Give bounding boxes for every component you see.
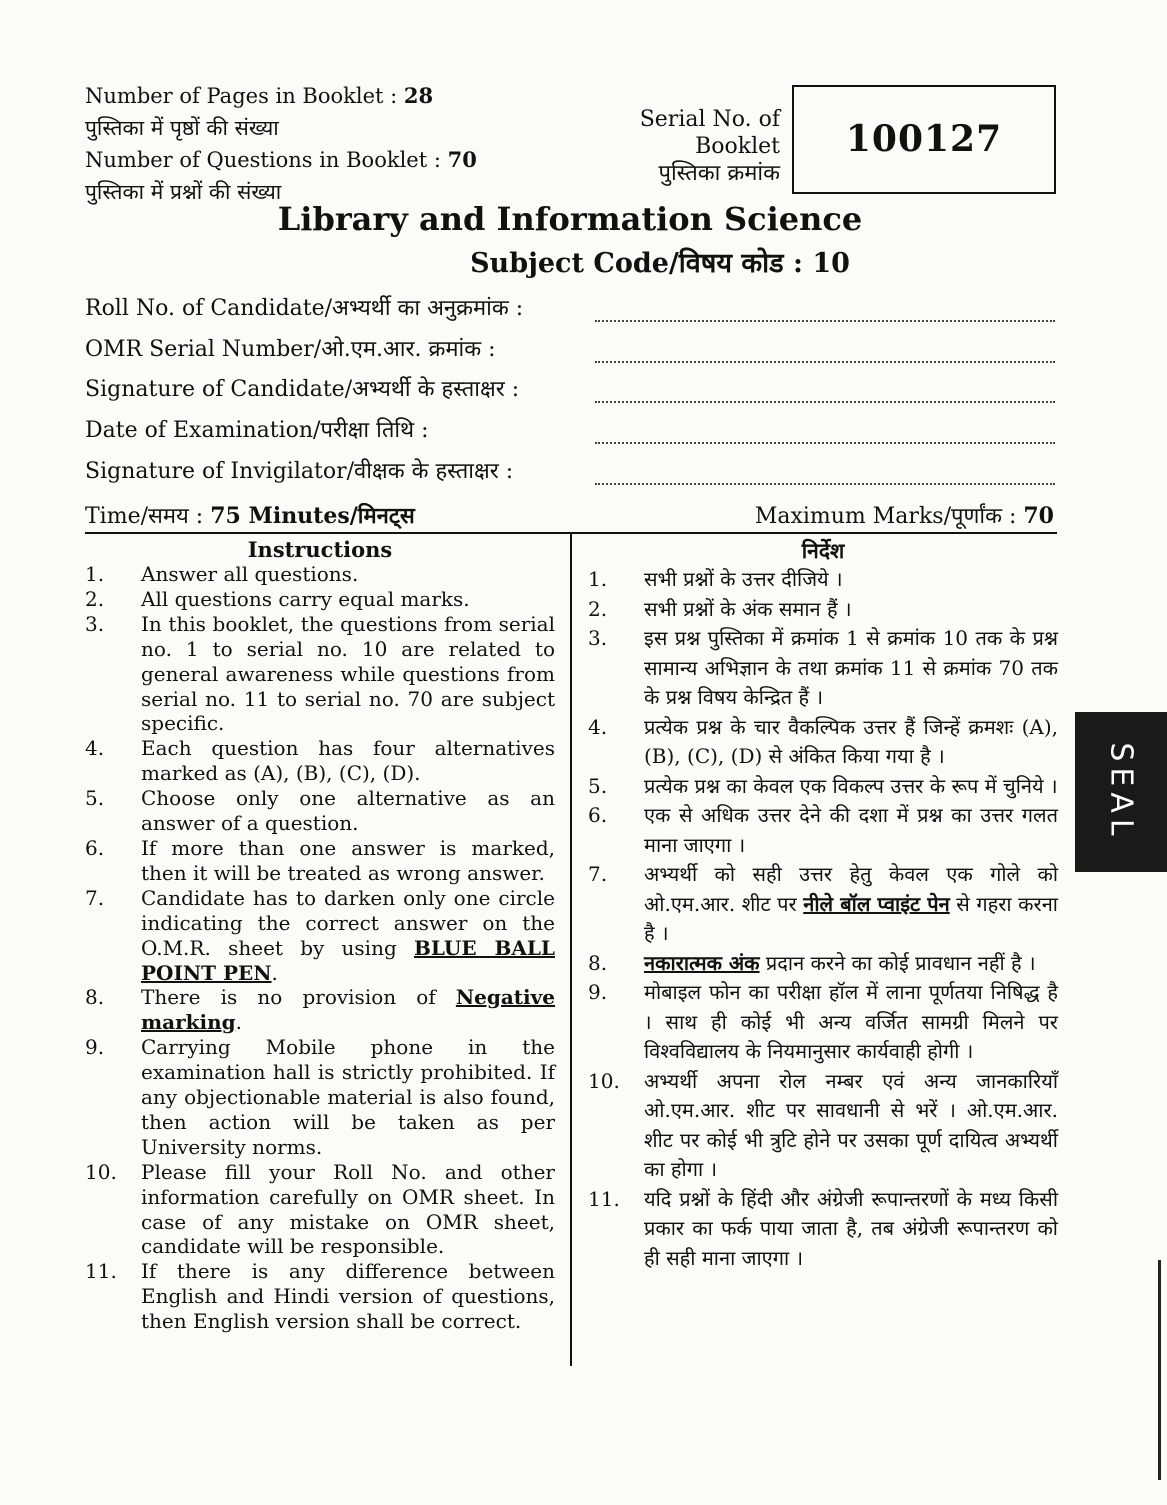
instruction-text: अभ्यर्थी को सही उत्तर हेतु केवल एक गोले को ओ.एम.आर. शीट पर [644, 862, 1058, 916]
instruction-item [85, 612, 555, 737]
roll-number-field[interactable] [85, 292, 1055, 328]
serial-label-en: Serial No. of Booklet [639, 107, 780, 159]
omr-serial-line[interactable] [595, 360, 1055, 363]
instruction-number: 4. [588, 714, 608, 739]
instruction-text: Choose only one alternative as an answer of a question. [141, 786, 555, 836]
instruction-emphasis: BLUE BALL POINT PEN [141, 935, 555, 985]
instruction-item [588, 978, 1058, 1067]
instruction-number: 5. [85, 786, 105, 811]
exam-date-line[interactable] [595, 441, 1055, 444]
instruction-number: 9. [85, 1035, 105, 1060]
pages-value: 28 [403, 83, 434, 108]
instruction-text: Please fill your Roll No. and other information carefully on OMR sheet. In case of any mistake on OMR sheet, candidate will be responsible. [141, 1159, 555, 1259]
omr-serial-label: OMR Serial Number/ओ.एम.आर. क्रमांक : [85, 337, 496, 362]
instruction-text: सभी प्रश्नों के अंक समान हैं । [644, 596, 852, 621]
instruction-item [85, 1160, 555, 1260]
instruction-item [588, 949, 1058, 979]
instruction-number: 10. [85, 1159, 117, 1184]
roll-number-label: Roll No. of Candidate/अभ्यर्थी का अनुक्रमांक : [85, 296, 524, 321]
instruction-text: प्रत्येक प्रश्न का केवल एक विकल्प उत्तर के रूप में चुनिये । [644, 773, 1058, 798]
instruction-text-after: . [271, 960, 278, 985]
questions-value: 70 [447, 147, 477, 172]
instruction-text: If more than one answer is marked, then it will be treated as wrong answer. [141, 835, 555, 885]
instruction-item [85, 1259, 555, 1334]
instruction-number: 4. [85, 736, 105, 761]
omr-serial-field[interactable] [85, 333, 1055, 369]
instructions-heading-hindi: निर्देश [801, 538, 845, 563]
marks-label: Maximum Marks/पूर्णांक : [754, 504, 1024, 529]
instruction-text: If there is any difference between English and Hindi version of questions, then English version shall be correct. [141, 1259, 555, 1334]
instruction-text: मोबाइल फोन का परीक्षा हॉल में लाना पूर्णतया निषिद्ध है । साथ ही कोई भी अन्य वर्जित सामग्री मिलने पर विश्वविद्यालय के नियमानुसार कार्यवाही होगी । [644, 980, 1058, 1063]
instruction-item [588, 860, 1058, 949]
instruction-text: एक से अधिक उत्तर देने की दशा में प्रश्न का उत्तर गलत माना जाएगा । [644, 803, 1058, 857]
candidate-signature-field[interactable] [85, 373, 1055, 409]
time-info [85, 500, 415, 530]
instruction-text: सभी प्रश्नों के उत्तर दीजिये । [644, 567, 843, 591]
instruction-item [85, 886, 555, 986]
instruction-number: 1. [588, 567, 608, 591]
instruction-number: 1. [85, 562, 105, 586]
instructions-list-hindi [588, 565, 1058, 1273]
instruction-text-after: . [235, 1010, 242, 1035]
instruction-text: यदि प्रश्नों के हिंदी और अंग्रेजी रूपान्तरणों के मध्य किसी प्रकार का फर्क पाया जाता है, तब अंग्रेजी रूपान्तरण को ही सही माना जाएगा । [644, 1186, 1058, 1270]
instruction-item [85, 1035, 555, 1160]
questions-label: Number of Questions in Booklet : [85, 148, 441, 172]
invigilator-signature-line[interactable] [595, 482, 1055, 485]
instruction-item [588, 713, 1058, 772]
instruction-text: इस प्रश्न पुस्तिका में क्रमांक 1 से क्रमांक 10 तक के प्रश्न सामान्य अभिज्ञान के तथा क्रमांक 11 से क्रमांक 70 तक के प्रश्न विषय केन्द्रित हैं । [644, 626, 1058, 709]
instructions-hindi [588, 537, 1058, 1273]
instruction-item [588, 595, 1058, 625]
roll-number-line[interactable] [595, 319, 1055, 322]
questions-label-hindi: पुस्तिका में प्रश्नों की संख्या [85, 180, 282, 204]
instruction-item [588, 772, 1058, 802]
instruction-number: 6. [85, 835, 105, 860]
invigilator-signature-label: Signature of Invigilator/वीक्षक के हस्ताक्षर : [85, 459, 514, 484]
instruction-number: 2. [85, 586, 105, 611]
subject-code: Subject Code/विषय कोड : 10 [470, 248, 850, 279]
marks-value: 70 [1023, 503, 1054, 529]
instruction-text: All questions carry equal marks. [141, 586, 470, 611]
instruction-number: 8. [85, 985, 105, 1010]
seal-label: SEAL [1103, 742, 1139, 842]
instruction-number: 7. [588, 862, 608, 886]
questions-count [85, 144, 477, 176]
instruction-number: 3. [588, 626, 608, 650]
instruction-emphasis: नकारात्मक अंक [644, 950, 760, 975]
exam-title: Library and Information Science [277, 200, 863, 238]
instruction-number: 10. [588, 1068, 620, 1093]
instruction-item [588, 624, 1058, 713]
time-value: 75 Minutes/मिनट्स [210, 503, 415, 529]
instruction-item [85, 562, 555, 587]
instruction-item [85, 736, 555, 786]
instruction-number: 3. [85, 611, 105, 636]
instruction-text: Answer all questions. [141, 562, 359, 586]
instruction-number: 11. [85, 1259, 117, 1284]
instruction-number: 7. [85, 885, 105, 910]
pages-count [85, 80, 433, 112]
exam-date-label: Date of Examination/परीक्षा तिथि : [85, 418, 429, 443]
instruction-number: 9. [588, 980, 608, 1004]
instruction-item [588, 1185, 1058, 1274]
instruction-item [85, 786, 555, 836]
seal-tab[interactable] [1075, 712, 1167, 872]
marks-info [755, 500, 1054, 530]
instruction-item [588, 1067, 1058, 1185]
instruction-text-after: प्रदान करने का कोई प्रावधान नहीं है । [759, 950, 1036, 975]
instruction-text: There is no provision of [141, 985, 456, 1010]
instruction-item [85, 587, 555, 612]
candidate-signature-line[interactable] [595, 400, 1055, 403]
instruction-item [85, 836, 555, 886]
serial-label-hi: पुस्तिका क्रमांक [658, 161, 780, 186]
instruction-item [588, 801, 1058, 860]
instruction-text: Candidate has to darken only one circle indicating the correct answer on the O.M.R. sheet by using [141, 885, 555, 960]
instruction-number: 5. [588, 773, 608, 798]
instruction-text: In this booklet, the questions from serial no. 1 to serial no. 10 are related to general awareness while questions from serial no. 11 to serial no. 70 are subject specific. [141, 611, 555, 736]
instruction-number: 6. [588, 803, 608, 827]
instructions-heading: Instructions [247, 537, 393, 562]
instruction-number: 11. [588, 1186, 620, 1211]
instruction-text: Each question has four alternatives marked as (A), (B), (C), (D). [141, 736, 555, 786]
instruction-text: अभ्यर्थी अपना रोल नम्बर एवं अन्य जानकारियाँ ओ.एम.आर. शीट पर सावधानी से भरें । ओ.एम.आर. शीट पर कोई भी त्रुटि होने पर उसका पूर्ण दायित्व अभ्यर्थी का होगा । [644, 1068, 1058, 1181]
pages-label: Number of Pages in Booklet : [85, 84, 398, 108]
pages-label-hindi: पुस्तिका में पृष्ठों की संख्या [85, 116, 279, 140]
time-label: Time/समय : [85, 504, 211, 529]
instructions-english [85, 537, 555, 1334]
instruction-item [588, 565, 1058, 595]
instruction-number: 8. [588, 950, 608, 975]
instruction-text: Carrying Mobile phone in the examination hall is strictly prohibited. If any objectionable material is also found, then action will be taken as per University norms. [141, 1035, 555, 1159]
invigilator-signature-field[interactable] [85, 455, 1055, 491]
instruction-emphasis: Negative marking [141, 985, 555, 1035]
serial-number-box [792, 85, 1056, 194]
instruction-number: 2. [588, 596, 608, 621]
instruction-item [85, 985, 555, 1035]
edge-mark [1158, 1260, 1161, 1480]
instruction-text: प्रत्येक प्रश्न के चार वैकल्पिक उत्तर हैं जिन्हें क्रमशः (A), (B), (C), (D) से अंकित किया गया है । [644, 714, 1058, 768]
column-divider [570, 534, 572, 1366]
instruction-emphasis: नीले बॉल प्वाइंट पेन [803, 891, 950, 916]
serial-number: 100127 [845, 118, 1003, 160]
exam-date-field[interactable] [85, 414, 1055, 450]
instruction-text-after: से गहरा करना है । [644, 891, 1058, 945]
instructions-list-english [85, 562, 555, 1334]
candidate-signature-label: Signature of Candidate/अभ्यर्थी के हस्ताक्षर : [85, 377, 520, 402]
serial-label [548, 106, 780, 187]
